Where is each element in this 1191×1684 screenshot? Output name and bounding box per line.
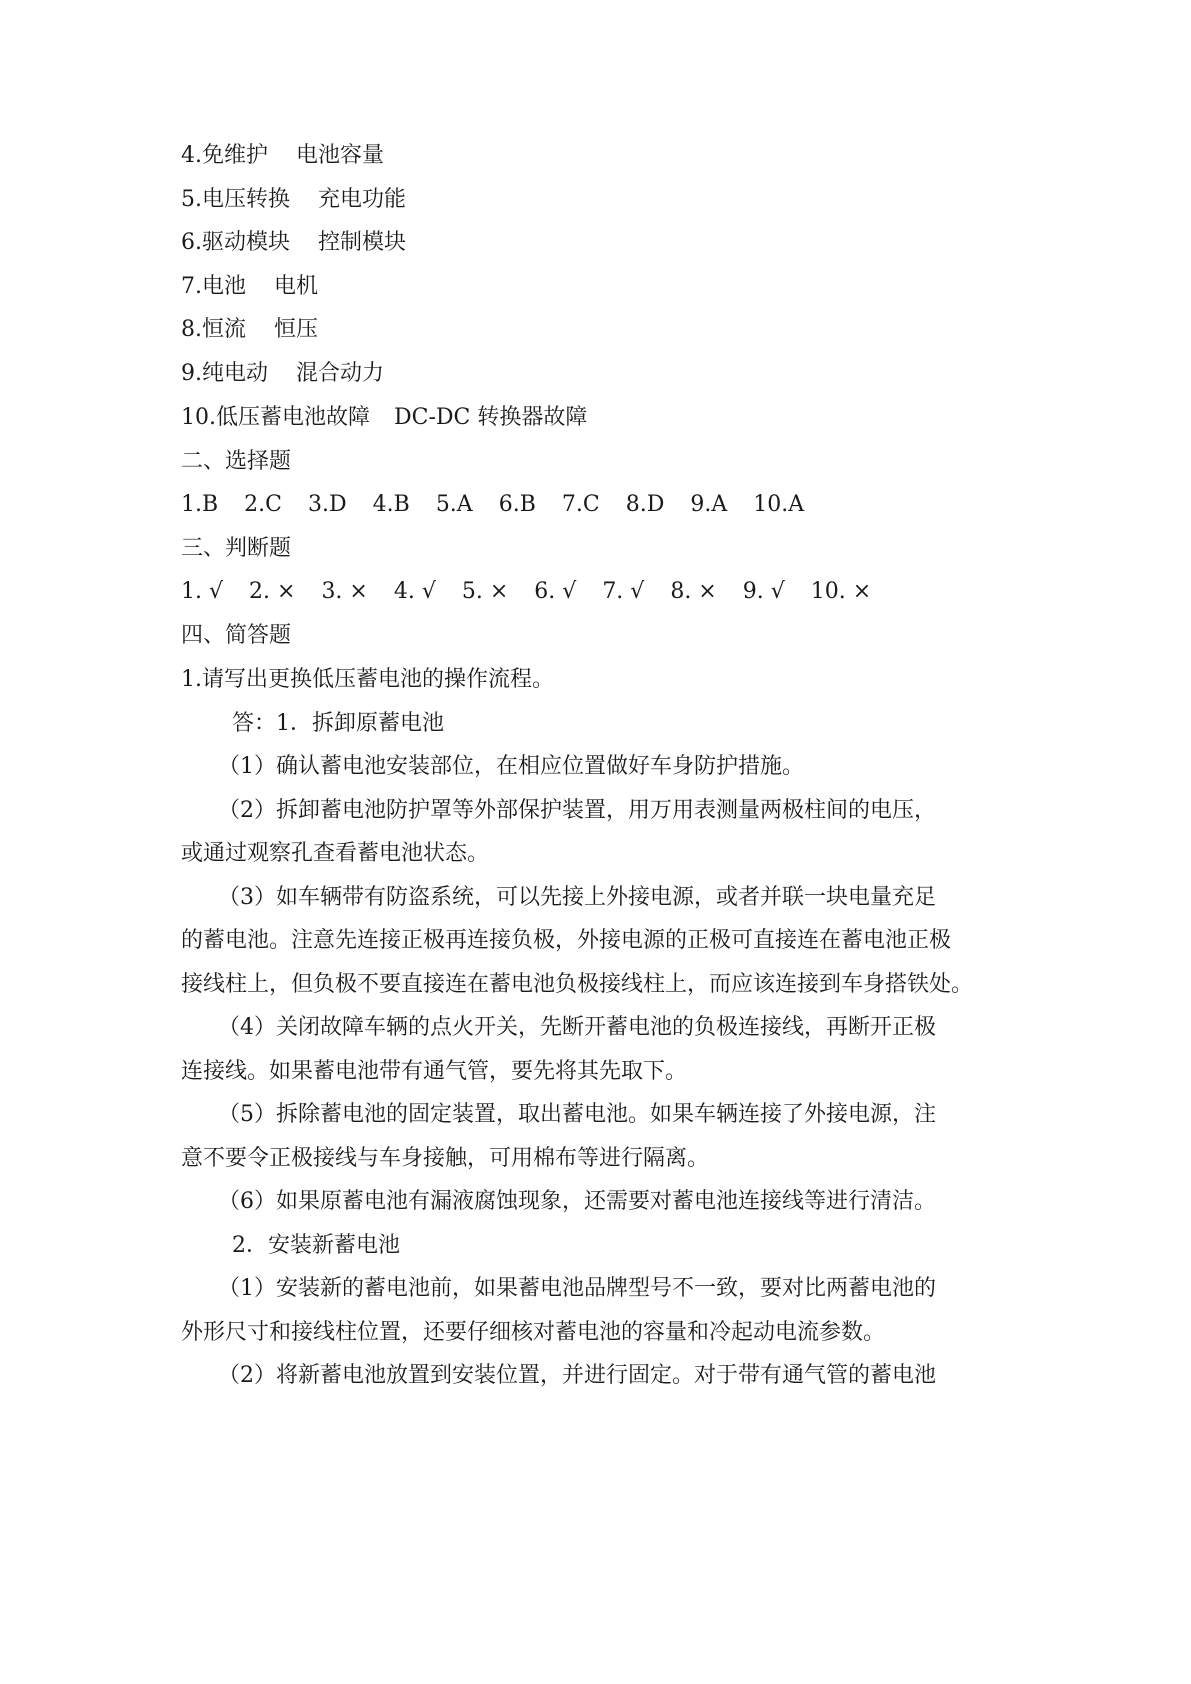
answer-intro: 答：1．拆卸原蓄电池 [232,711,444,736]
section-heading-judgement: 三、判断题 [181,536,292,561]
section-heading-short-answer: 四、简答题 [181,623,292,648]
answer-b: 充电功能 [318,187,407,212]
choice-answer: 5.A [435,492,473,517]
fill-blank-line-10 [181,403,587,433]
choice-answer: 10.A [753,492,805,517]
question-text: 1.请写出更换低压蓄电池的操作流程。 [181,667,554,692]
fill-blank-line-9 [181,359,384,389]
judgement-answer: 8. × [670,579,717,604]
judgement-answer: 9. √ [742,579,785,604]
choice-answer: 7.C [561,492,600,517]
answer-b: 控制模块 [318,230,407,255]
judgement-answer: 7. √ [602,579,645,604]
answer-line: （1）安装新的蓄电池前，如果蓄电池品牌型号不一致，要对比两蓄电池的 [218,1276,936,1301]
choice-answer: 3.D [308,492,347,517]
item-number: 4. [181,143,202,168]
fill-blank-line-6 [181,228,406,258]
answer-line: （2）拆卸蓄电池防护罩等外部保护装置，用万用表测量两极柱间的电压， [218,798,936,823]
fill-blank-line-8 [181,315,318,345]
fill-blank-line-4 [181,141,384,171]
choice-answer: 6.B [498,492,536,517]
answer-b: 电机 [274,274,319,299]
judgement-answer: 1. √ [181,579,224,604]
fill-blank-line-5 [181,185,406,215]
answer-b: 恒压 [274,317,319,342]
item-number: 6. [181,230,202,255]
judgement-answer: 4. √ [393,579,436,604]
judgement-answers [181,577,897,607]
answer-line: （4）关闭故障车辆的点火开关，先断开蓄电池的负极连接线，再断开正极 [218,1015,936,1040]
answer-line: 意不要令正极接线与车身接触，可用棉布等进行隔离。 [181,1146,710,1171]
answer-line: （2）将新蓄电池放置到安装位置，并进行固定。对于带有通气管的蓄电池 [218,1363,936,1388]
answer-a: 恒流 [202,317,247,342]
item-number: 9. [181,361,202,386]
item-number: 5. [181,187,202,212]
item-number: 7. [181,274,202,299]
choice-answer: 4.B [372,492,410,517]
answer-b: 电池容量 [296,143,385,168]
answer-line: 的蓄电池。注意先连接正极再连接负极，外接电源的正极可直接连在蓄电池正极 [181,928,952,953]
answer-line: 外形尺寸和接线柱位置，还要仔细核对蓄电池的容量和冷起动电流参数。 [181,1320,886,1345]
answer-line: 接线柱上，但负极不要直接连在蓄电池负极接线柱上，而应该连接到车身搭铁处。 [181,972,974,997]
fill-blank-line-7 [181,272,318,302]
answer-a: 电压转换 [202,187,291,212]
answer-a: 免维护 [202,143,269,168]
answer-line: 或通过观察孔查看蓄电池状态。 [181,841,490,866]
judgement-answer: 10. × [810,579,872,604]
answer-line: 连接线。如果蓄电池带有通气管，要先将其先取下。 [181,1059,688,1084]
choice-answer: 8.D [625,492,665,517]
answer-b: 混合动力 [296,361,385,386]
choice-answer: 9.A [690,492,728,517]
answer-a: 纯电动 [202,361,269,386]
judgement-answer: 2. × [249,579,296,604]
answer-b: DC-DC 转换器故障 [394,405,588,430]
judgement-answer: 3. × [321,579,368,604]
answer-a: 电池 [202,274,247,299]
answer-a: 驱动模块 [202,230,291,255]
judgement-answer: 6. √ [534,579,577,604]
answer-line: （5）拆除蓄电池的固定装置，取出蓄电池。如果车辆连接了外接电源，注 [218,1102,936,1127]
choice-answer: 1.B [181,492,219,517]
judgement-answer: 5. × [461,579,509,604]
answer-line: （1）确认蓄电池安装部位，在相应位置做好车身防护措施。 [218,754,804,779]
choice-answer: 2.C [244,492,282,517]
answer-a: 低压蓄电池故障 [216,405,371,430]
answer-line: （6）如果原蓄电池有漏液腐蚀现象，还需要对蓄电池连接线等进行清洁。 [218,1189,936,1214]
section-heading-choice: 二、选择题 [181,449,292,474]
answer-subheading: 2．安装新蓄电池 [232,1233,400,1258]
item-number: 8. [181,317,202,342]
item-number: 10. [181,405,216,430]
answer-line: （3）如车辆带有防盗系统，可以先接上外接电源，或者并联一块电量充足 [218,885,936,910]
choice-answers [181,490,830,520]
